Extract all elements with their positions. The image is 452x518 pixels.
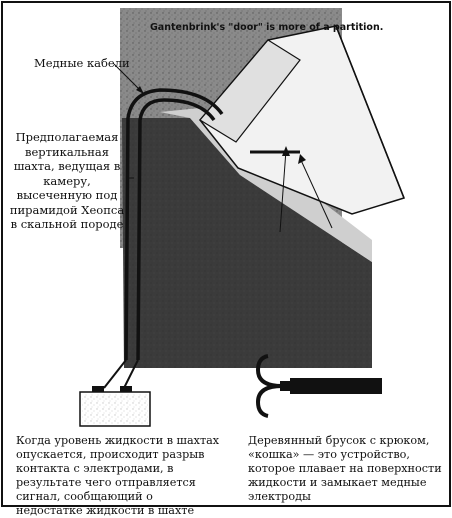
- top-note: Gantenbrink's "door" is more of a partition.: [150, 22, 384, 33]
- battery-icon: [80, 386, 150, 426]
- caption-right: Деревянный брусок с крюком, «кошка» — это устройство, которое плавает на поверхности жидкости и замыкает медные электроды: [248, 434, 442, 503]
- copper-cables-label: Медные кабели: [34, 56, 130, 70]
- caption-left: Когда уровень жидкости в шахтах опускается, происходит разрыв контакта с электродами, в результате чего отправляется сигнал, сообщающий о недостатке жидкости в шахте: [16, 434, 220, 517]
- wire-to-battery-1: [104, 360, 126, 388]
- shaft-description-label: Предполагаемая вертикальная шахта, ведущая в камеру, высеченную под пирамидой Хеопса в скальной породе: [9, 130, 125, 231]
